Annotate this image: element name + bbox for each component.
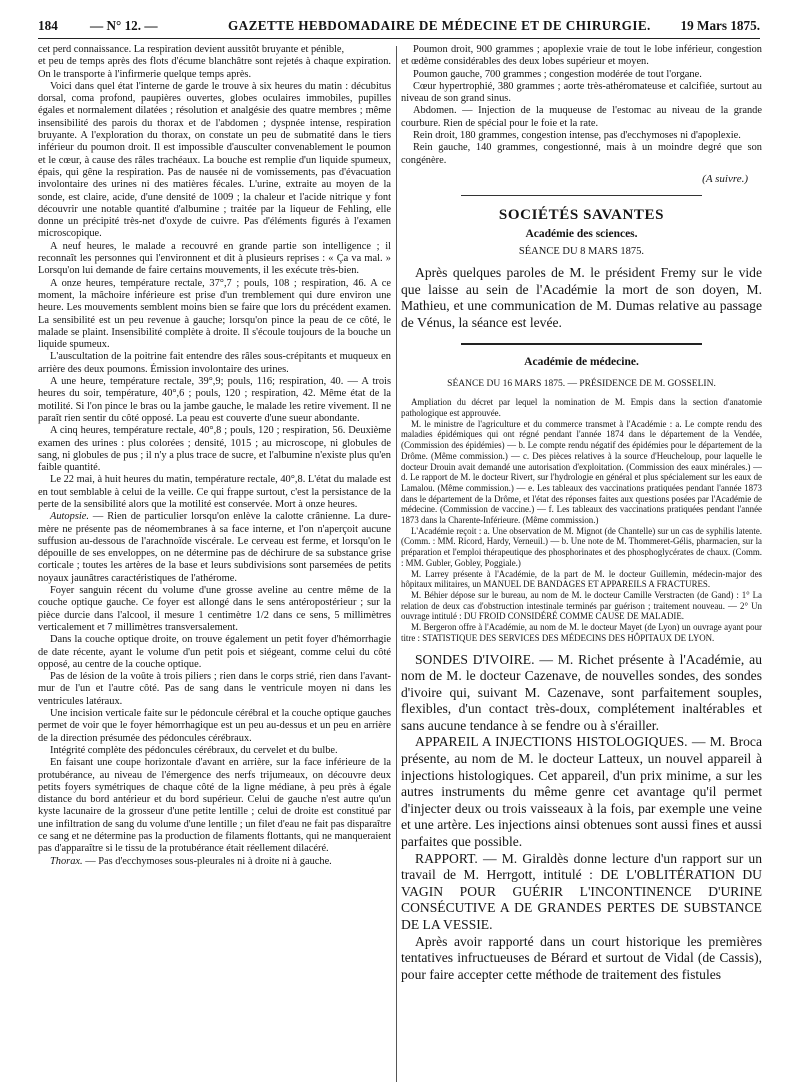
paragraph: APPAREIL A INJECTIONS HISTOLOGIQUES. — M. Broca présente, au nom de M. le docteur Latteux, un nouvel appareil à injections histologiques. Cet appareil, d'un prix minime, a sur les autres instruments du même genre cet avantage qu'il permet d'injecter deux ou trois vaisseaux à la fois, par exemple une veine et une artère. Les injections ainsi obtenues sont aussi fines et aussi parfaites que possible. bbox=[401, 734, 762, 850]
small-paragraph: L'Académie reçoit : a. Une observation de M. Mignot (de Chantelle) sur un cas de syphilis latente. (Comm. : MM. Ricord, Hardy, Verneuil.) — b. Une note de M. Thommeret-Gélis, pharmacien, sur la préparation et l'emploi thérapeutique des phosphorinates et des phosphoglycérates de chaux. (Comm. : MM. Gubler, Gobley, Poggiale.) bbox=[401, 525, 762, 568]
journal-title: GAZETTE HEBDOMADAIRE DE MÉDECINE ET DE CHIRURGIE. bbox=[228, 18, 651, 33]
small-paragraph: Ampliation du décret par lequel la nomination de M. Empis dans la section d'anatomie pathologique est approuvée. bbox=[401, 397, 762, 419]
paragraph: Rein gauche, 140 grammes, congestionné, mais à un moindre degré que son congénère. bbox=[401, 142, 762, 166]
thorax-label: Thorax. bbox=[50, 855, 83, 867]
paragraph: Abdomen. — Injection de la muqueuse de l'estomac au niveau de la grande courbure. Rien de spécial pour le foie et la rate. bbox=[401, 105, 762, 129]
paragraph: Foyer sanguin récent du volume d'une grosse aveline au centre même de la couche optique gauche. Ce foyer est allongé dans le sens antéropostérieur ; sur la pièce durcie dans l'alcool, il mesure 1 centimètre 1/2 dans ce sens, 5 millimètres verticalement et 7 millimètres transversalement. bbox=[38, 585, 391, 633]
paragraph: Le 22 mai, à huit heures du matin, température rectale, 40°,8. L'état du malade est en tout semblable à celui de la veille. Ce qui frappe surtout, c'est la persistance de la perte de la sensibilité alors que la motilité est conservée. Mort à onze heures. bbox=[38, 474, 391, 510]
paragraph: A neuf heures, le malade a recouvré en grande partie son intelligence ; il reconnaît les personnes qui l'environnent et dit à plusieurs reprises : « Ça va mal. » Lorsqu'on lui demande de faire certains mouvements, il les exécute très-bien. bbox=[38, 240, 391, 277]
paragraph: Dans la couche optique droite, on trouve également un petit foyer d'hémorrhagie de date récente, ayant le volume d'un petit pois et siégeant, comme celui du côté opposé, au centre de la couche optique. bbox=[38, 634, 391, 670]
thorax-paragraph bbox=[38, 856, 391, 868]
section-rule bbox=[461, 343, 702, 345]
small-paragraph: M. Bergeron offre à l'Académie, au nom de M. le docteur Mayet (de Lyon) un ouvrage ayant pour titre : STATISTIQUE DES SERVICES DES MÉDECINS DES HÔPITAUX DE LYON. bbox=[401, 622, 762, 643]
paragraph: Cœur hypertrophié, 380 grammes ; aorte très-athéromateuse et calcifiée, surtout au niveau de son grand sinus. bbox=[401, 80, 762, 105]
paragraph: Après quelques paroles de M. le président Fremy sur le vide que laisse au sein de l'Académie la mort de son doyen, M. Mathieu, et une communication de M. Dumas relative au passage de Vénus, la séance est levée. bbox=[401, 264, 762, 330]
paragraph: Voici dans quel état l'interne de garde le trouve à six heures du matin : décubitus dorsal, coma profond, paupières ouvertes, globes oculaires immobiles, pupilles égales et normalement dilatées ; résolution et analgésie des quatre membres ; même insensibilité des parois du thorax et de l'abdomen ; dyspnée intense, respiration bruyante. A l'exploration du thorax, on constate un peu de submatité dans le tiers inférieur du poumon droit. Il est impossible d'ausculter convenablement le poumon et le cœur, à cause des râles trachéaux. La bouche est remplie d'un liquide spumeux, épais, qui gêne la respiration. Pas de nausée ni de vomissements, pas d'évacuation involontaire des urines ni des matières fécales. L'urine, extraite au moyen de la sonde, est claire, acide, d'une densité de 1009 ; la chaleur et l'acide nitrique y font découvrir une notable quantité d'albumine ; traitée par la liqueur de Fehling, elle donne un précipité très-net d'oxyde de cuivre. Pas d'éléments figurés à l'examen microscopique. bbox=[38, 80, 391, 240]
paragraph: Poumon droit, 900 grammes ; apoplexie vraie de tout le lobe inférieur, congestion et œdème considérables des deux lobes supérieur et moyen. bbox=[401, 44, 762, 68]
session-date: SÉANCE DU 16 MARS 1875. — PRÉSIDENCE DE M. GOSSELIN. bbox=[447, 379, 716, 390]
paragraph: L'auscultation de la poitrine fait entendre des râles sous-crépitants et muqueux en arrière des deux poumons. Émission involontaire des urines. bbox=[38, 351, 391, 375]
autopsie-paragraph bbox=[38, 511, 391, 585]
paragraph: En faisant une coupe horizontale d'avant en arrière, sur la face inférieure de la protubérance, au niveau de l'émergence des nerfs trijumeaux, on découvre deux petits foyers symétriques de chaque côté de la ligne médiane, à peu près à égale distance du bord antérieur et du bord supérieur. Celui de gauche n'est autre qu'un kyste lacunaire de la grosseur d'une petite lentille ; celui de droite est constitué par une infiltration de sang du volume d'une lentille ; un filet d'eau ne fait pas disparaître ce sang et ne détermine pas la production de filaments flottants, qui ne manqueraient pas d'apparaître si le tissu de la protubérance était réellement dilacéré. bbox=[38, 757, 391, 855]
issue-date: 19 Mars 1875. bbox=[680, 18, 760, 33]
left-column bbox=[38, 44, 391, 1084]
page-number: 184 bbox=[38, 18, 58, 33]
column-divider bbox=[396, 46, 397, 1082]
paragraph-text: — Rien de particulier lorsqu'on enlève la calotte crânienne. La dure-mère ne présente pas de néomembranes à sa face interne, et l'on n'aperçoit aucune suffusion au-dessous de l'arachnoïde viscérale. Le cerveau est ferme, et lorsqu'on le dépouille de ses enveloppes, on ne détermine pas de déchirure de sa substance grise corticale ; toutes les artères de la base et leurs subdivisions sont parsemées de petits noyaux jaunâtres caractéristiques de l'athérome. bbox=[38, 511, 391, 584]
page-header bbox=[38, 14, 760, 39]
paragraph: Pas de lésion de la voûte à trois piliers ; rien dans le corps strié, rien dans l'avant-mur de l'un et l'autre côté. Pas de sang dans le ventricule moyen ni dans les ventricules latéraux. bbox=[38, 671, 391, 707]
autopsie-label: Autopsie. bbox=[50, 511, 89, 523]
subsection-heading: Académie des sciences. bbox=[525, 227, 638, 240]
paragraph: et peu de temps après des flots d'écume blanchâtre sont rejetés à chaque expiration. On le transporte à l'infirmerie quelque temps après. bbox=[38, 56, 391, 80]
small-paragraph: M. Béhier dépose sur le bureau, au nom de M. le docteur Camille Verstracten (de Gand) : 1° La relation de deux cas d'obstruction intestinale terminés par guérison ; traitement nouveau. — 2° Un ouvrage intitulé : DU FROID CONSIDÉRÉ COMME CAUSE DE MALADIE. bbox=[401, 590, 762, 622]
to-be-continued bbox=[401, 173, 748, 185]
paragraph: SONDES D'IVOIRE. — M. Richet présente à l'Académie, au nom de M. le docteur Cazenave, de nouvelles sondes, des sondes d'ivoire qui, suivant M. Cazenave, sont parfaitement souples, flexibles, d'un contact très-doux, complétement inaltérables et sans aucune tendance à se fendre ou à s'érailler. bbox=[401, 651, 762, 733]
paragraph: A onze heures, température rectale, 37°,7 ; pouls, 108 ; respiration, 46. A ce moment, la mâchoire inférieure est prise d'un tremblement qui dure environ une heure. Les mouvements semblent moins bien se faire que lors du précédent examen. La sensibilité est un peu revenue à gauche; lorsqu'on pince la peau de ce côté, le malade se plaint. Insensibilité complète à droite. Il s'écoule toujours de la bouche un liquide spumeux. bbox=[38, 277, 391, 351]
paragraph: A cinq heures, température rectale, 40°,8 ; pouls, 120 ; respiration, 56. Deuxième examen des urines : plus colorées ; densité, 1015 ; au microscope, ni globules de sang, ni globules de pus ; il n'y a plus trace de sucre, et l'albumine n'existe plus qu'en faible quantité. bbox=[38, 425, 391, 474]
paragraph-text: — Pas d'ecchymoses sous-pleurales ni à droite ni à gauche. bbox=[82, 855, 332, 867]
session-date: SÉANCE DU 8 MARS 1875. bbox=[518, 245, 645, 257]
to-be-continued-text: (A suivre.) bbox=[702, 172, 748, 185]
issue-number: — N° 12. — bbox=[90, 18, 158, 33]
section-rule bbox=[461, 195, 702, 196]
paragraph: cet perd connaissance. La respiration devient aussitôt bruyante et pénible, bbox=[38, 44, 345, 55]
right-column bbox=[401, 44, 762, 1084]
paragraph: A une heure, température rectale, 39°,9; pouls, 116; respiration, 40. — A trois heures du soir, température, 40°,6 ; pouls, 120 ; respiration, 42. Même état de la motilité. Si l'on pince le bras ou la jambe gauche, le malade les retire vivement. Il ne paraît rien sentir du côté opposé. La peau est couverte d'une sueur abondante. bbox=[38, 376, 391, 424]
section-heading: SOCIÉTÉS SAVANTES bbox=[498, 206, 665, 223]
paragraph: Après avoir rapporté dans un court historique les premières tentatives infructueuses de Bérard et surtout de Vidal (de Cassis), pour faire accepter cette méthode de traitement des fistules bbox=[401, 933, 762, 982]
paragraph: Intégrité complète des pédoncules cérébraux, du cervelet et du bulbe. bbox=[50, 744, 338, 756]
paragraph: Poumon gauche, 700 grammes ; congestion modérée de tout l'organe. bbox=[413, 68, 702, 80]
subsection-heading: Académie de médecine. bbox=[524, 356, 639, 369]
paragraph: Une incision verticale faite sur le pédoncule cérébral et la couche optique gauches permet de voir que le foyer hémorrhagique est un peu au-dessus et un peu en arrière de la direction présumée des pédoncules cérébraux. bbox=[38, 708, 391, 744]
small-paragraph: M. Larrey présente à l'Académie, de la part de M. le docteur Guillemin, médecin-major des hôpitaux militaires, un MANUEL DE BANDAGES ET APPAREILS A FRACTURES. bbox=[401, 568, 762, 590]
small-paragraph: M. le ministre de l'agriculture et du commerce transmet à l'Académie : a. Le compte rendu des maladies épidémiques qui ont régné pendant l'année 1874 dans le département de la Vendée, (Commission des épidémies) — b. Le compte rendu négatif des épidémies pour le département de la Drôme. (Même commission.) — c. Des pièces relatives à la source d'Heucheloup, pour laquelle le docteur Drouin avait demandé une autorisation d'exploitation. (Commission des eaux minérales.) — d. Le rapport de M. le docteur Rivert, sur l'hydrologie en général et plus spécialement sur les eaux de Lamalou. (Même commission.) — e. Les tableaux des vaccinations pratiquées pendant l'année 1873 dans le département de la Drôme, et l'état des réponses faites aux questions posées par l'Académie de médecine. (Commission de vaccine.) — f. Les tableaux des vaccinations pratiquées pendant l'année 1873 dans la Charente-Inférieure. (Même commission.) bbox=[401, 418, 762, 526]
paragraph: Rein droit, 180 grammes, congestion intense, pas d'ecchymoses ni d'apoplexie. bbox=[413, 130, 741, 142]
paragraph: RAPPORT. — M. Giraldès donne lecture d'un rapport sur un travail de M. Herrgott, intitulé : DE L'OBLITÉRATION DU VAGIN POUR GUÉRIR L'INCONTINENCE D'URINE CONSÉCUTIVE A DE GRANDES PERTES DE SUBSTANCE DE LA VESSIE. bbox=[401, 850, 762, 933]
